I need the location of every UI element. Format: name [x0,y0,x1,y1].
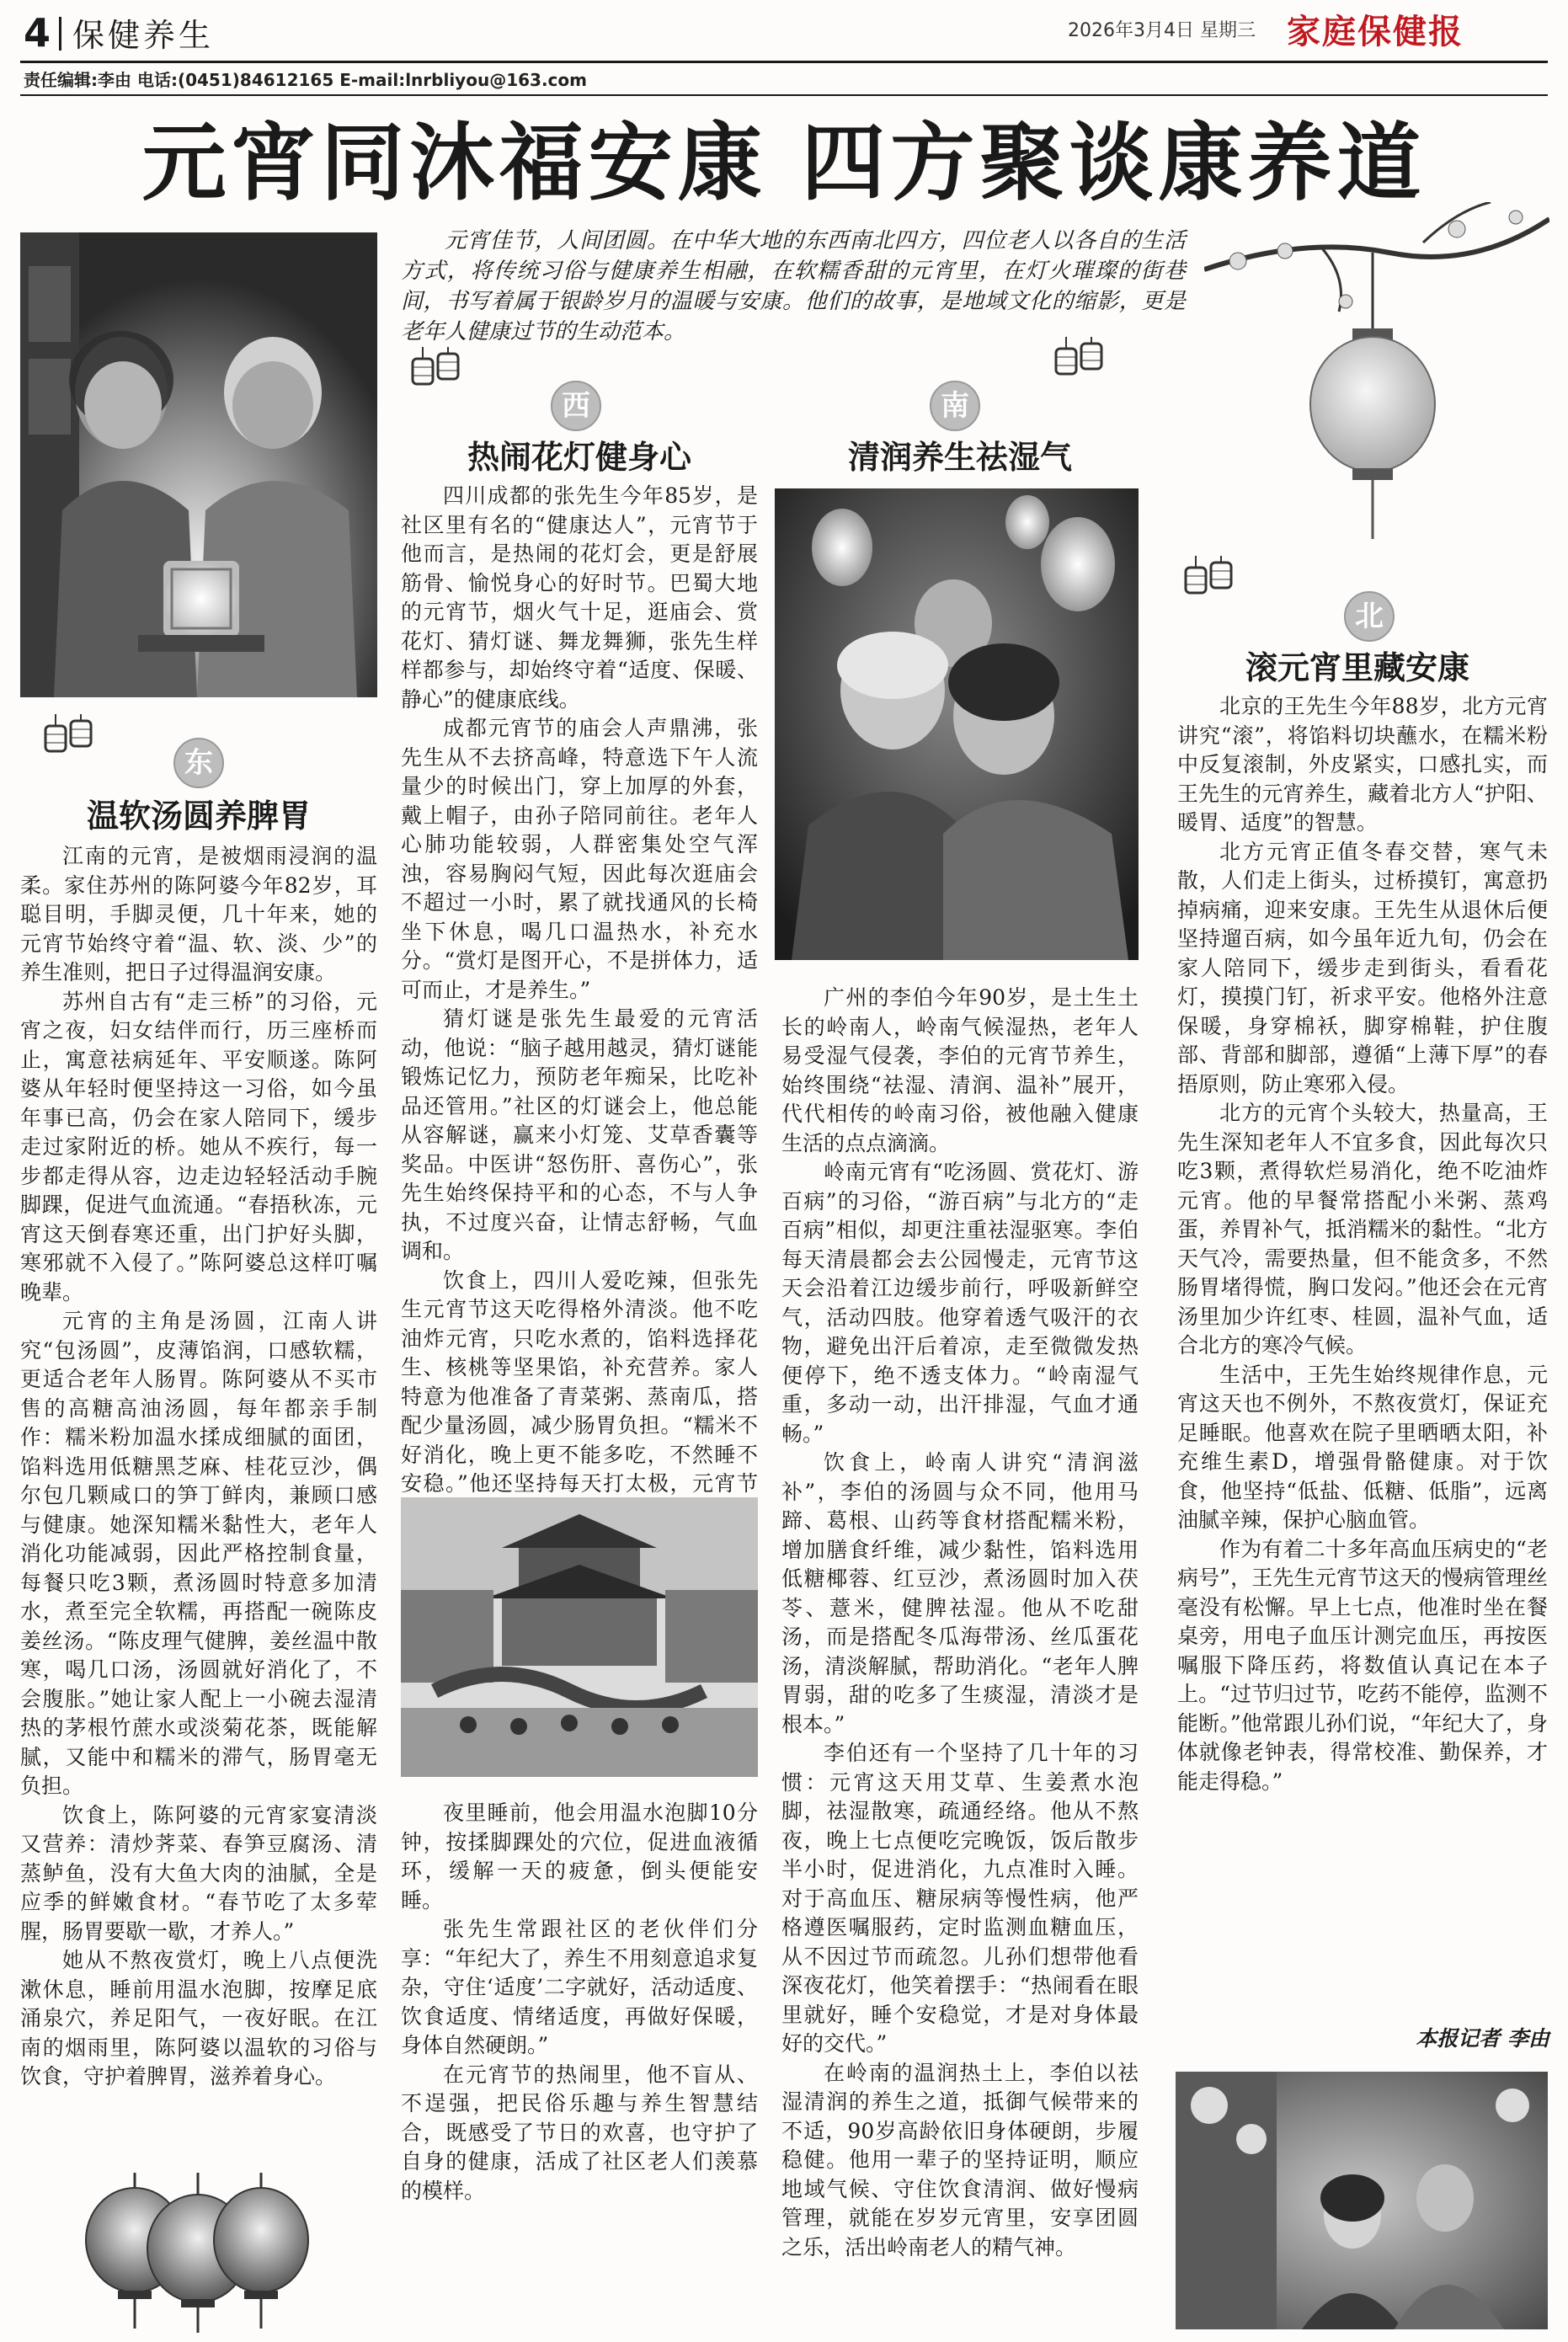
south-paragraph: 李伯还有一个坚持了几十年的习惯：元宵这天用艾草、生姜煮水泡脚，祛湿散寒，疏通经络。他从不熬夜，晚上七点便吃完晚饭，饭后散步半小时，促进消化，九点准时入睡。对于高血压、糖尿病等慢性病，他严格遵医嘱服药，定时监测血糖血压，从不因过节而疏忽。儿孙们想带他看深夜花灯，他笑着摆手：“热闹看在眼里就好，睡个安稳觉，才是对身体最好的交代。” [781,1741,1139,2056]
east-paragraph: 元宵的主角是汤圆，江南人讲究“包汤圆”，皮薄馅润，口感软糯，更适合老年人肠胃。陈阿婆从不买市售的高糖高油汤圆，每年都亲手制作：糯米粉加温水揉成细腻的面团，馅料选用低糖黑芝麻、桂花豆沙，偶尔包几颗咸口的笋丁鲜肉，兼顾口感与健康。她深知糯米黏性大，老年人消化功能减弱，因此严格控制食量，每餐只吃3颗，煮汤圆时特意多加清水，煮至完全软糯，再搭配一碗陈皮姜丝汤。“陈皮理气健脾，姜丝温中散寒，喝几口汤，汤圆就好消化了，不会腹胀。”她让家人配上一小碗去湿清热的茅根竹蔗水或淡菊花茶，既能解腻，又能中和糯米的滞气，肠胃毫无负担。 [20,1309,377,1798]
west-paragraph: 猜灯谜是张先生最爱的元宵活动，他说：“脑子越用越灵，猜灯谜能锻炼记忆力，预防老年痴呆，比吃补品还管用。”社区的灯谜会上，他总能从容解谜，赢来小灯笼、艾草香囊等奖品。中医讲“怒伤肝、喜伤心”，张先生始终保持平和的心态，不与人争执，不过度兴奋，让情志舒畅，气血调和。 [401,1006,758,1263]
east-column [20,842,377,2092]
west-paragraph: 饮食上，四川人爱吃辣，但张先生元宵节这天吃得格外清淡。他不吃油炸元宵，只吃水煮的，馅料选择花生、核桃等坚果馅，补充营养。家人特意为他准备了青菜粥、蒸南瓜，搭配少量汤圆，减少肠胃负担。“糯米不好消化，晚上更不能多吃，不然睡不安稳。”他还坚持每天打太极，元宵节 [401,1267,758,1496]
south-paragraph: 在岭南的温润热土上，李伯以祛湿清润的养生之道，抵御气候带来的不适，90岁高龄依旧身体硬朗，步履稳健。他用一辈子的坚持证明，顺应地域气候、守住饮食清润、做好慢病管理，就能在岁岁元宵里，安享团圆之乐，活出岭南老人的精气神。 [781,2060,1139,2259]
plum-branch-lantern [1204,202,1549,559]
west-paragraph: 在元宵节的热闹里，他不盲从、不逞强，把民俗乐趣与养生智慧结合，既感受了节日的欢喜，也守护了自身的健康，活成了社区老人们羡慕的模样。 [401,2062,758,2203]
south-paragraph: 饮食上，岭南人讲究“清润滋补”，李伯的汤圆与众不同，他用马蹄、葛根、山药等食材搭配糯米粉，增加膳食纤维，减少黏性，馅料选用低糖椰蓉、红豆沙，煮汤圆时加入茯苓、薏米，健脾祛湿。他从不吃甜汤，而是搭配冬瓜海带汤、丝瓜蛋花汤，清淡解腻，帮助消化。“老年人脾胃弱，甜的吃多了生痰湿，清淡才是根本。” [781,1450,1139,1736]
south-subheading: 清润养生祛湿气 [847,438,1072,476]
west-paragraph: 夜里睡前，他会用温水泡脚10分钟，按揉脚踝处的穴位，促进血液循环，缓解一天的疲惫，倒头便能安睡。 [401,1801,758,1913]
lantern-icon [42,714,101,776]
photo-elderly-couple-street [1176,2072,1548,2329]
north-subheading: 滚元宵里藏安康 [1245,648,1469,686]
byline: 本报记者 李由 [1416,2026,1549,2051]
photo-temple-fair-dragon-dance [401,1497,758,1777]
lantern-icon [84,2173,312,2336]
header-divider [59,17,61,51]
east-subheading: 温软汤圆养脾胃 [86,797,311,835]
lantern-icon [409,347,468,409]
south-paragraph: 岭南元宵有“吃汤圆、赏花灯、游百病”的习俗，“游百病”与北方的“走百病”相似，却更注重祛湿驱寒。李伯每天清晨都会去公园慢走，元宵节这天会沿着江边缓步前行，呼吸新鲜空气，活动四肢。他穿着透气吸汗的衣物，避免出汗后着凉，走至微微发热便停下，绝不透支体力。“岭南湿气重，多动一动，出汗排湿，气血才通畅。” [781,1160,1139,1446]
north-paragraph: 北京的王先生今年88岁，北方元宵讲究“滚”，将馅料切块蘸水，在糯米粉中反复滚制，外皮紧实，口感扎实，而王先生的元宵养生，藏着北方人“护阳、暖胃、适度”的智慧。 [1177,694,1548,835]
direction-badge-east: 东 [173,738,224,788]
west-column-continued [401,1799,758,2206]
south-paragraph: 广州的李伯今年90岁，是土生土长的岭南人，岭南气候湿热，老年人易受湿气侵袭，李伯的元宵节养生，始终围绕“祛湿、清润、温补”展开，代代相传的岭南习俗，被他融入健康生活的点点滴滴。 [781,985,1139,1155]
north-paragraph: 作为有着二十多年高血压病史的“老病号”，王先生元宵节这天的慢病管理丝毫没有松懈。早上七点，他准时坐在餐桌旁，用电子血压计测完血压，再按医嘱服下降压药，将数值认真记在本子上。“过节归过节，吃药不能停，监测不能断。”他常跟儿孙们说，“年纪大了，身体就像老钟表，得常校准、勤保养，才能走得稳。” [1177,1536,1548,1794]
direction-badge-west: 西 [551,381,601,431]
north-paragraph: 北方的元宵个头较大，热量高，王先生深知老年人不宜多食，因此每次只吃3颗，煮得软烂易消化，绝不吃油炸元宵。他的早餐常搭配小米粥、蒸鸡蛋，养胃补气，抵消糯米的黏性。“北方天气冷，需要热量，但不能贪多，不然肠胃堵得慌，胸口发闷。”他还会在元宵汤里加少许红枣、桂圆，温补气血，适合北方的寒冷气候。 [1177,1101,1548,1358]
direction-badge-north: 北 [1344,591,1395,642]
masthead: 家庭保健报 [1287,12,1464,51]
headline: 元宵同沐福安康 四方聚谈康养道 [141,113,1427,212]
direction-badge-south: 南 [930,381,980,431]
west-paragraph: 四川成都的张先生今年85岁，是社区里有名的“健康达人”，元宵节于他而言，是热闹的花灯会，更是舒展筋骨、愉悦身心的好时节。巴蜀大地的元宵节，烟火气十足，逛庙会、赏花灯、猜灯谜、舞龙舞狮，张先生样样都参与，却始终守着“适度、保暖、静心”的健康底线。 [401,483,758,712]
intro-paragraph: 元宵佳节，人间团圆。在中华大地的东西南北四方，四位老人以各自的生活方式，将传统习俗与健康养生相融，在软糯香甜的元宵里，在灯火璀璨的街巷间，书写着属于银龄岁月的温暖与安康。他们的故事，是地域文化的缩影，更是老年人健康过节的生动范本。 [401,228,1186,344]
lantern-icon [1182,556,1241,618]
north-column [1177,692,1548,1796]
section-title: 保健养生 [72,17,215,54]
east-paragraph: 苏州自古有“走三桥”的习俗，元宵之夜，妇女结伴而行，历三座桥而止，寓意祛病延年、平安顺遂。陈阿婆从年轻时便坚持这一习俗，如今虽年事已高，仍会在家人陪同下，缓步走过家附近的桥。她从不疾行，每一步都走得从容，边走边轻轻活动手腕脚踝，促进气血流通。“春捂秋冻，元宵这天倒春寒还重，出门护好头脚，寒邪就不入侵了。”陈阿婆总这样叮嘱晚辈。 [20,989,377,1304]
east-paragraph: 饮食上，陈阿婆的元宵家宴清淡又营养：清炒荠菜、春笋豆腐汤、清蒸鲈鱼，没有大鱼大肉的油腻，全是应季的鲜嫩食材。“春节吃了太多荤腥，肠胃要歇一歇，才养人。” [20,1802,377,1944]
south-column [781,984,1139,2262]
issue-date: 2026年3月4日 星期三 [1068,20,1256,41]
east-paragraph: 江南的元宵，是被烟雨浸润的温柔。家住苏州的陈阿婆今年82岁，耳聪目明，手脚灵便，几十年来，她的元宵节始终守着“温、软、淡、少”的养生准则，把日子过得温润安康。 [20,844,377,984]
east-paragraph: 她从不熬夜赏灯，晚上八点便洗漱休息，睡前用温水泡脚，按摩足底涌泉穴，养足阳气，一夜好眠。在江南的烟雨里，陈阿婆以温软的习俗与饮食，守护着脾胃，滋养着身心。 [20,1948,377,2089]
header-rule [20,61,1548,63]
west-subheading: 热闹花灯健身心 [467,438,691,476]
header-rule-thin [20,94,1548,96]
photo-elderly-family-lanterns [775,488,1139,960]
west-column [401,482,758,1586]
editor-line: 责任编辑:李由 电话:(0451)84612165 E-mail:lnrbliyou@163.com [24,70,587,90]
west-paragraph: 成都元宵节的庙会人声鼎沸，张先生从不去挤高峰，特意选下午人流量少的时候出门，穿上加厚的外套，戴上帽子，由孙子陪同前往。老年人心肺功能较弱，人群密集处空气浑浊，容易胸闷气短，因此每次逛庙会不超过一小时，累了就找通风的长椅坐下休息，喝几口温热水，补充水分。“赏灯是图开心，不是拼体力，适可而止，才是养生。” [401,716,758,1002]
photo-two-elderly-women-lantern [20,232,377,697]
page-number: 4 [24,10,51,56]
north-paragraph: 生活中，王先生始终规律作息，元宵这天也不例外，不熬夜赏灯，保证充足睡眠。他喜欢在院子里晒晒太阳，补充维生素D，增强骨骼健康。对于饮食，他坚持“低盐、低糖、低脂”，远离油腻辛辣，保护心脑血管。 [1177,1362,1548,1532]
west-paragraph: 张先生常跟社区的老伙伴们分享：“年纪大了，养生不用刻意追求复杂，守住‘适度’二字就好，活动适度、饮食适度、情绪适度，再做好保暖，身体自然硬朗。” [401,1917,758,2057]
lantern-icon [1053,337,1112,399]
north-paragraph: 北方元宵正值冬春交替，寒气未散，人们走上街头，过桥摸钉，寓意扔掉病痛，迎来安康。王先生从退休后便坚持遛百病，如今虽年近九旬，仍会在家人陪同下，缓步走到街头，看看花灯，摸摸门钉，祈求平安。他格外注意保暖，身穿棉袄，脚穿棉鞋，护住腹部、背部和脚部，遵循“上薄下厚”的春捂原则，防止寒邪入侵。 [1177,839,1548,1096]
